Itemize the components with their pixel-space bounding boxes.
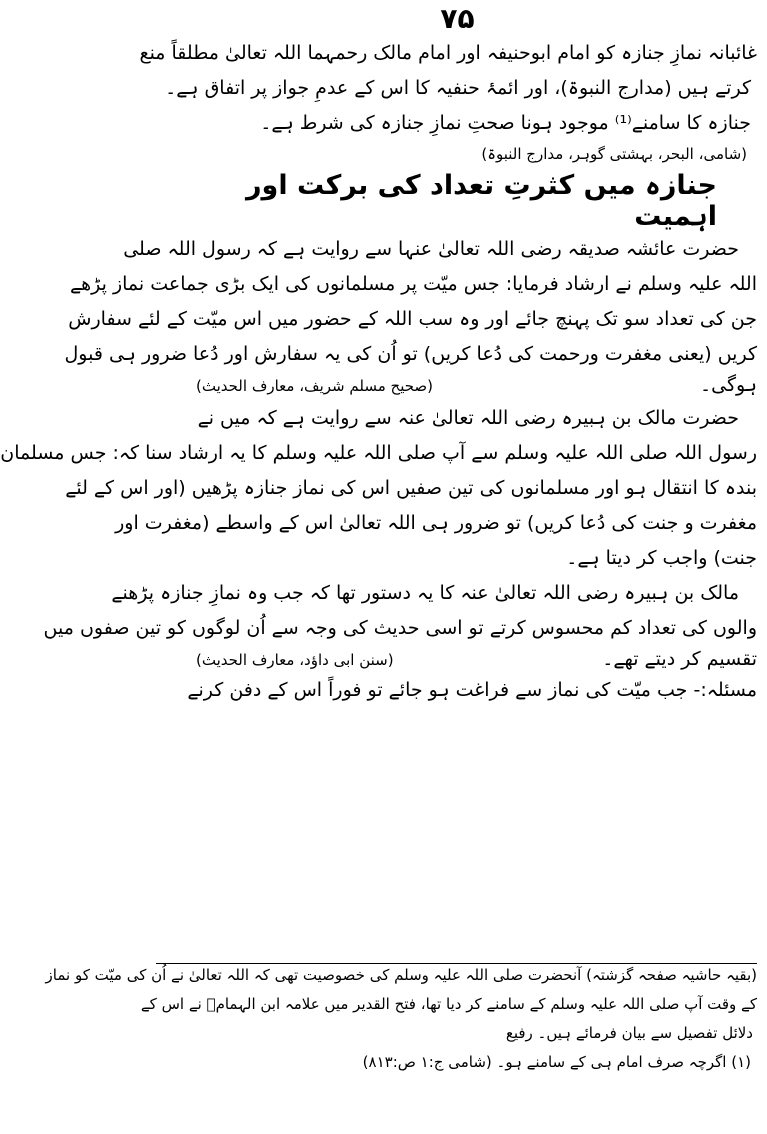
source-citation: (شامی، البحر، بہشتی گوہر، مدارج النبوۃ) — [481, 145, 747, 163]
source-citation: (صحیح مسلم شریف، معارف الحدیث) — [196, 377, 433, 395]
hadith-paragraph-2 — [0, 407, 757, 569]
text-line: جن کی تعداد سو تک پہنچ جائے اور وہ سب اللہ کے حضور میں اس میّت کے لئے سفارش — [68, 308, 757, 330]
text-line: اللہ علیہ وسلم نے ارشاد فرمایا: جس میّت پر مسلمانوں کی ایک بڑی جماعت نماز پڑھے — [70, 273, 757, 295]
text-line: والوں کی تعداد کم محسوس کرتے تو اسی حدیث کی وجہ سے اُن لوگوں کو تین صفوں میں — [43, 617, 757, 639]
text-line: غائبانہ نمازِ جنازہ کو امام ابوحنیفہ اور امام مالک رحمہما اللہ تعالیٰ مطلقاً منع — [139, 42, 757, 64]
last-line-row — [156, 650, 757, 669]
last-line-row — [156, 376, 757, 395]
footnote-continued: (بقیہ حاشیہ صفحہ گزشتہ) آنحضرت صلی اللہ علیہ وسلم کی خصوصیت تھی کہ اللہ تعالیٰ نے اُن کی میّت کو نماز — [45, 966, 757, 984]
text-line: مالک بن ہبیرہ رضی اللہ تعالیٰ عنہ کا یہ دستور تھا کہ جب وہ نمازِ جنازہ پڑھنے — [111, 582, 739, 604]
source-citation: (سنن ابی داؤد، معارف الحدیث) — [196, 651, 394, 669]
footnote-divider — [156, 963, 757, 964]
footnote-1: (۱) اگرچہ صرف امام ہی کے سامنے ہو۔ (شامی ج:۱ ص:۸۱۳) — [362, 1053, 751, 1071]
hadith-paragraph-1 — [64, 238, 757, 396]
paragraph-3 — [43, 582, 757, 670]
footnote-continued: کے وقت آپ صلی اللہ علیہ وسلم کے سامنے کر دیا تھا، فتح القدیر میں علامہ ابن الہمامؒ نے اس کے — [140, 995, 757, 1013]
intro-paragraph — [139, 42, 757, 163]
footnotes — [45, 966, 757, 1071]
text-line: ہوگی۔ — [700, 374, 757, 396]
text-line: مغفرت و جنت کی دُعا کریں) تو ضرور ہی اللہ تعالیٰ اس کے واسطے (مغفرت اور — [115, 512, 757, 534]
text-line: کرتے ہیں (مدارج النبوۃ)، اور ائمۂ حنفیہ کا اس کے عدمِ جواز پر اتفاق ہے۔ — [165, 77, 751, 99]
page-number: ۷۵ — [440, 2, 475, 35]
main-text — [0, 42, 757, 701]
text-line: حضرت عائشہ صدیقہ رضی اللہ تعالیٰ عنہا سے روایت ہے کہ رسول اللہ صلی — [123, 238, 739, 260]
text-line: کریں (یعنی مغفرت ورحمت کی دُعا کریں) تو اُن کی یہ سفارش اور دُعا ضرور ہی قبول — [64, 343, 757, 365]
section-heading: جنازہ میں کثرتِ تعداد کی برکت اور اہمیت — [246, 170, 717, 232]
text-line: حضرت مالک بن ہبیرہ رضی اللہ تعالیٰ عنہ سے روایت ہے کہ میں نے — [197, 407, 739, 429]
masala-line: مسئلہ:- جب میّت کی نماز سے فراغت ہو جائے تو فوراً اس کے دفن کرنے — [187, 679, 757, 701]
text-line: بندہ کا انتقال ہو اور مسلمانوں کی تین صفیں اس کی نماز جنازہ پڑھیں (اور اس کے لئے — [65, 477, 757, 499]
footnote-continued: دلائل تفصیل سے بیان فرمائے ہیں۔ رفیع — [505, 1024, 753, 1042]
text-line: جنت) واجب کر دیتا ہے۔ — [566, 547, 757, 569]
text-line: رسول اللہ صلی اللہ علیہ وسلم سے آپ صلی اللہ علیہ وسلم کا یہ ارشاد سنا کہ: جس مسلمان — [0, 442, 757, 464]
text-line: تقسیم کر دیتے تھے۔ — [602, 648, 757, 670]
text-line: جنازہ کا سامنے⁽¹⁾ موجود ہونا صحتِ نمازِ جنازہ کی شرط ہے۔ — [260, 112, 751, 134]
